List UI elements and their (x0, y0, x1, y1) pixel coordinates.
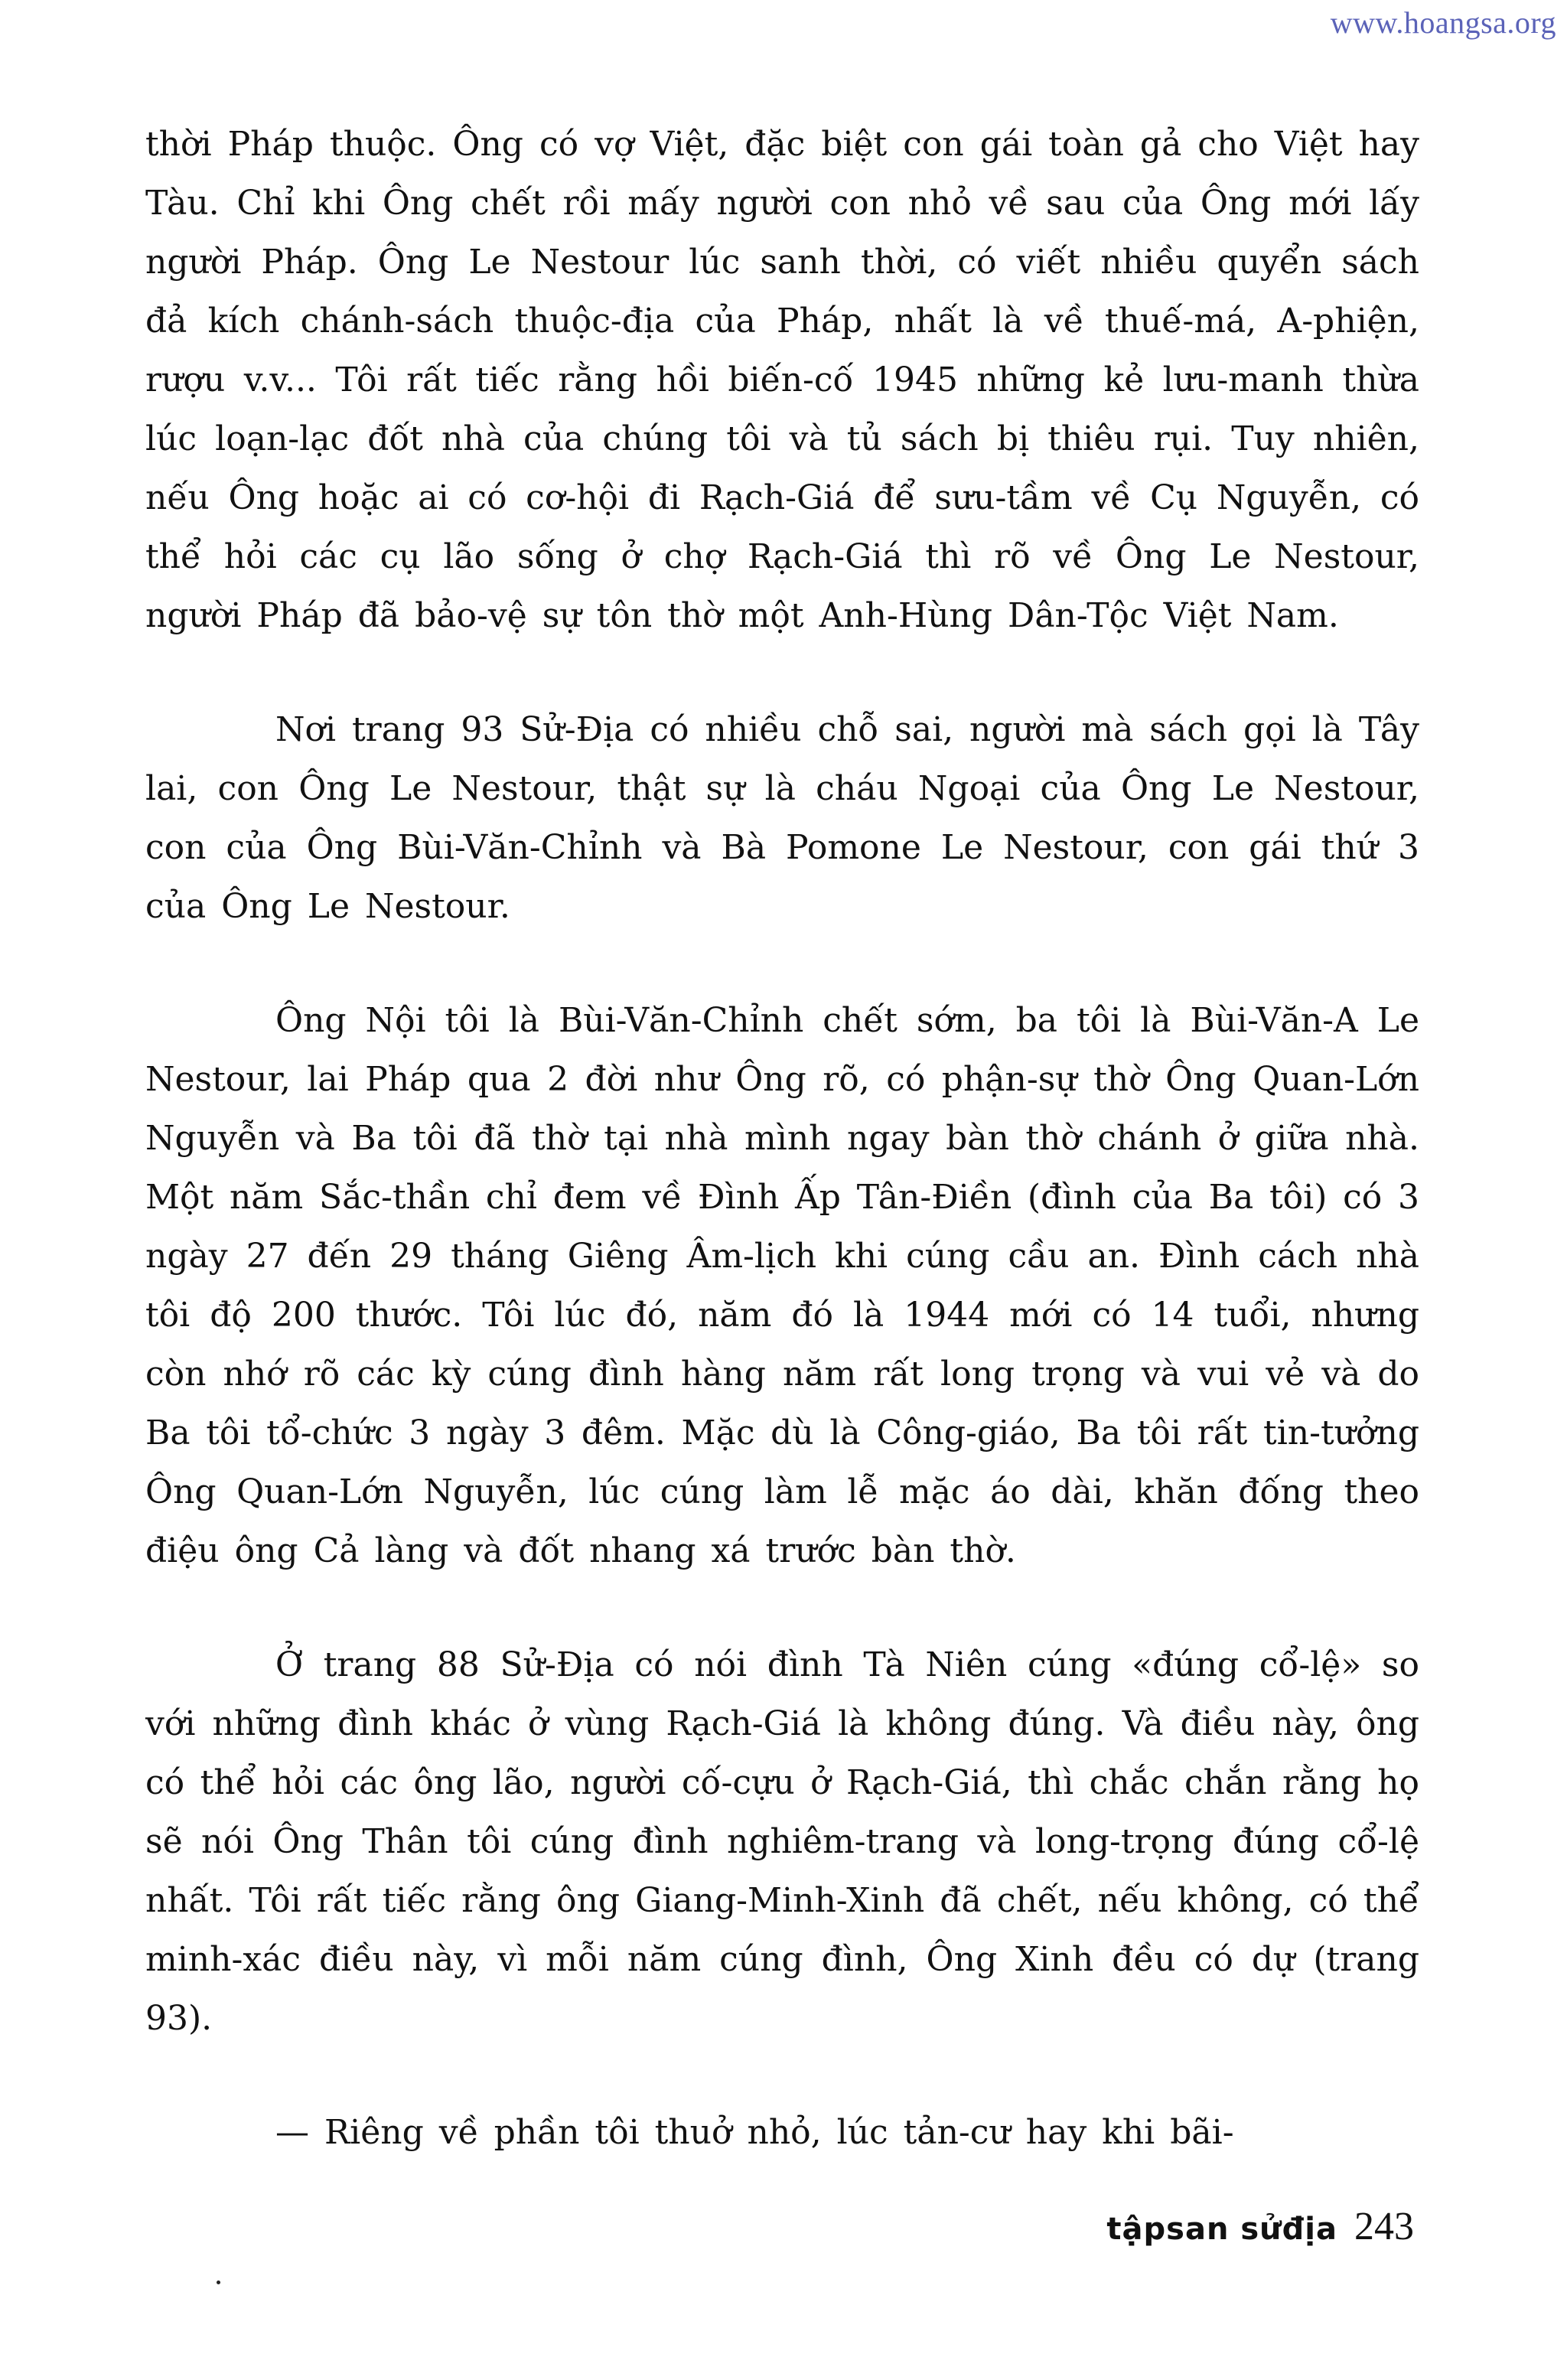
watermark-url: www.hoangsa.org (1330, 5, 1556, 40)
page-footer (1106, 2204, 1414, 2249)
paragraph-1: thời Pháp thuộc. Ông có vợ Việt, đặc biệt con gái toàn gả cho Việt hay Tàu. Chỉ khi Ông chết rồi mấy người con nhỏ về sau của Ông mới lấy người Pháp. Ông Le Nestour lúc sanh thời, có viết nhiều quyển sách đả kích chánh-sách thuộc-địa của Pháp, nhất là về thuế-má, A-phiện, rượu v.v... Tôi rất tiếc rằng hồi biến-cố 1945 những kẻ lưu-manh thừa lúc loạn-lạc đốt nhà của chúng tôi và tủ sách bị thiêu rụi. Tuy nhiên, nếu Ông hoặc ai có cơ-hội đi Rạch-Giá để sưu-tầm về Cụ Nguyễn, có thể hỏi các cụ lão sống ở chợ Rạch-Giá thì rõ về Ông Le Nestour, người Pháp đã bảo-vệ sự tôn thờ một Anh-Hùng Dân-Tộc Việt Nam. (145, 125, 1419, 635)
page-body (145, 115, 1419, 2162)
paragraph-3: Ông Nội tôi là Bùi-Văn-Chỉnh chết sớm, ba tôi là Bùi-Văn-A Le Nestour, lai Pháp qua 2 đời như Ông rõ, có phận-sự thờ Ông Quan-Lớn Nguyễn và Ba tôi đã thờ tại nhà mình ngay bàn thờ chánh ở giữa nhà. Một năm Sắc-thần chỉ đem về Đình Ấp Tân-Điền (đình của Ba tôi) có 3 ngày 27 đến 29 tháng Giêng Âm-lịch khi cúng cầu an. Đình cách nhà tôi độ 200 thước. Tôi lúc đó, năm đó là 1944 mới có 14 tuổi, nhưng còn nhớ rõ các kỳ cúng đình hàng năm rất long trọng và vui vẻ và do Ba tôi tổ-chức 3 ngày 3 đêm. Mặc dù là Công-giáo, Ba tôi rất tin-tưởng Ông Quan-Lớn Nguyễn, lúc cúng làm lễ mặc áo dài, khăn đống theo điệu ông Cả làng và đốt nhang xá trước bàn thờ. (145, 1001, 1419, 1570)
page-number: 243 (1354, 2205, 1414, 2248)
paragraph-4: Ở trang 88 Sử-Địa có nói đình Tà Niên cúng «đúng cổ-lệ» so với những đình khác ở vùng Rạch-Giá là không đúng. Và điều này, ông có thể hỏi các ông lão, người cố-cựu ở Rạch-Giá, thì chắc chắn rằng họ sẽ nói Ông Thân tôi cúng đình nghiêm-trang và long-trọng đúng cổ-lệ nhất. Tôi rất tiếc rằng ông Giang-Minh-Xinh đã chết, nếu không, có thể minh-xác điều này, vì mỗi năm cúng đình, Ông Xinh đều có dự (trang 93). (145, 1645, 1419, 2038)
paragraph-2: Nơi trang 93 Sử-Địa có nhiều chỗ sai, người mà sách gọi là Tây lai, con Ông Le Nestour, thật sự là cháu Ngoại của Ông Le Nestour, con của Ông Bùi-Văn-Chỉnh và Bà Pomone Le Nestour, con gái thứ 3 của Ông Le Nestour. (145, 710, 1419, 926)
paragraph-5: — Riêng về phần tôi thuở nhỏ, lúc tản-cư hay khi bãi- (275, 2113, 1234, 2152)
journal-title: tậpsan sửđịa (1106, 2212, 1337, 2247)
print-speck (217, 2281, 220, 2284)
